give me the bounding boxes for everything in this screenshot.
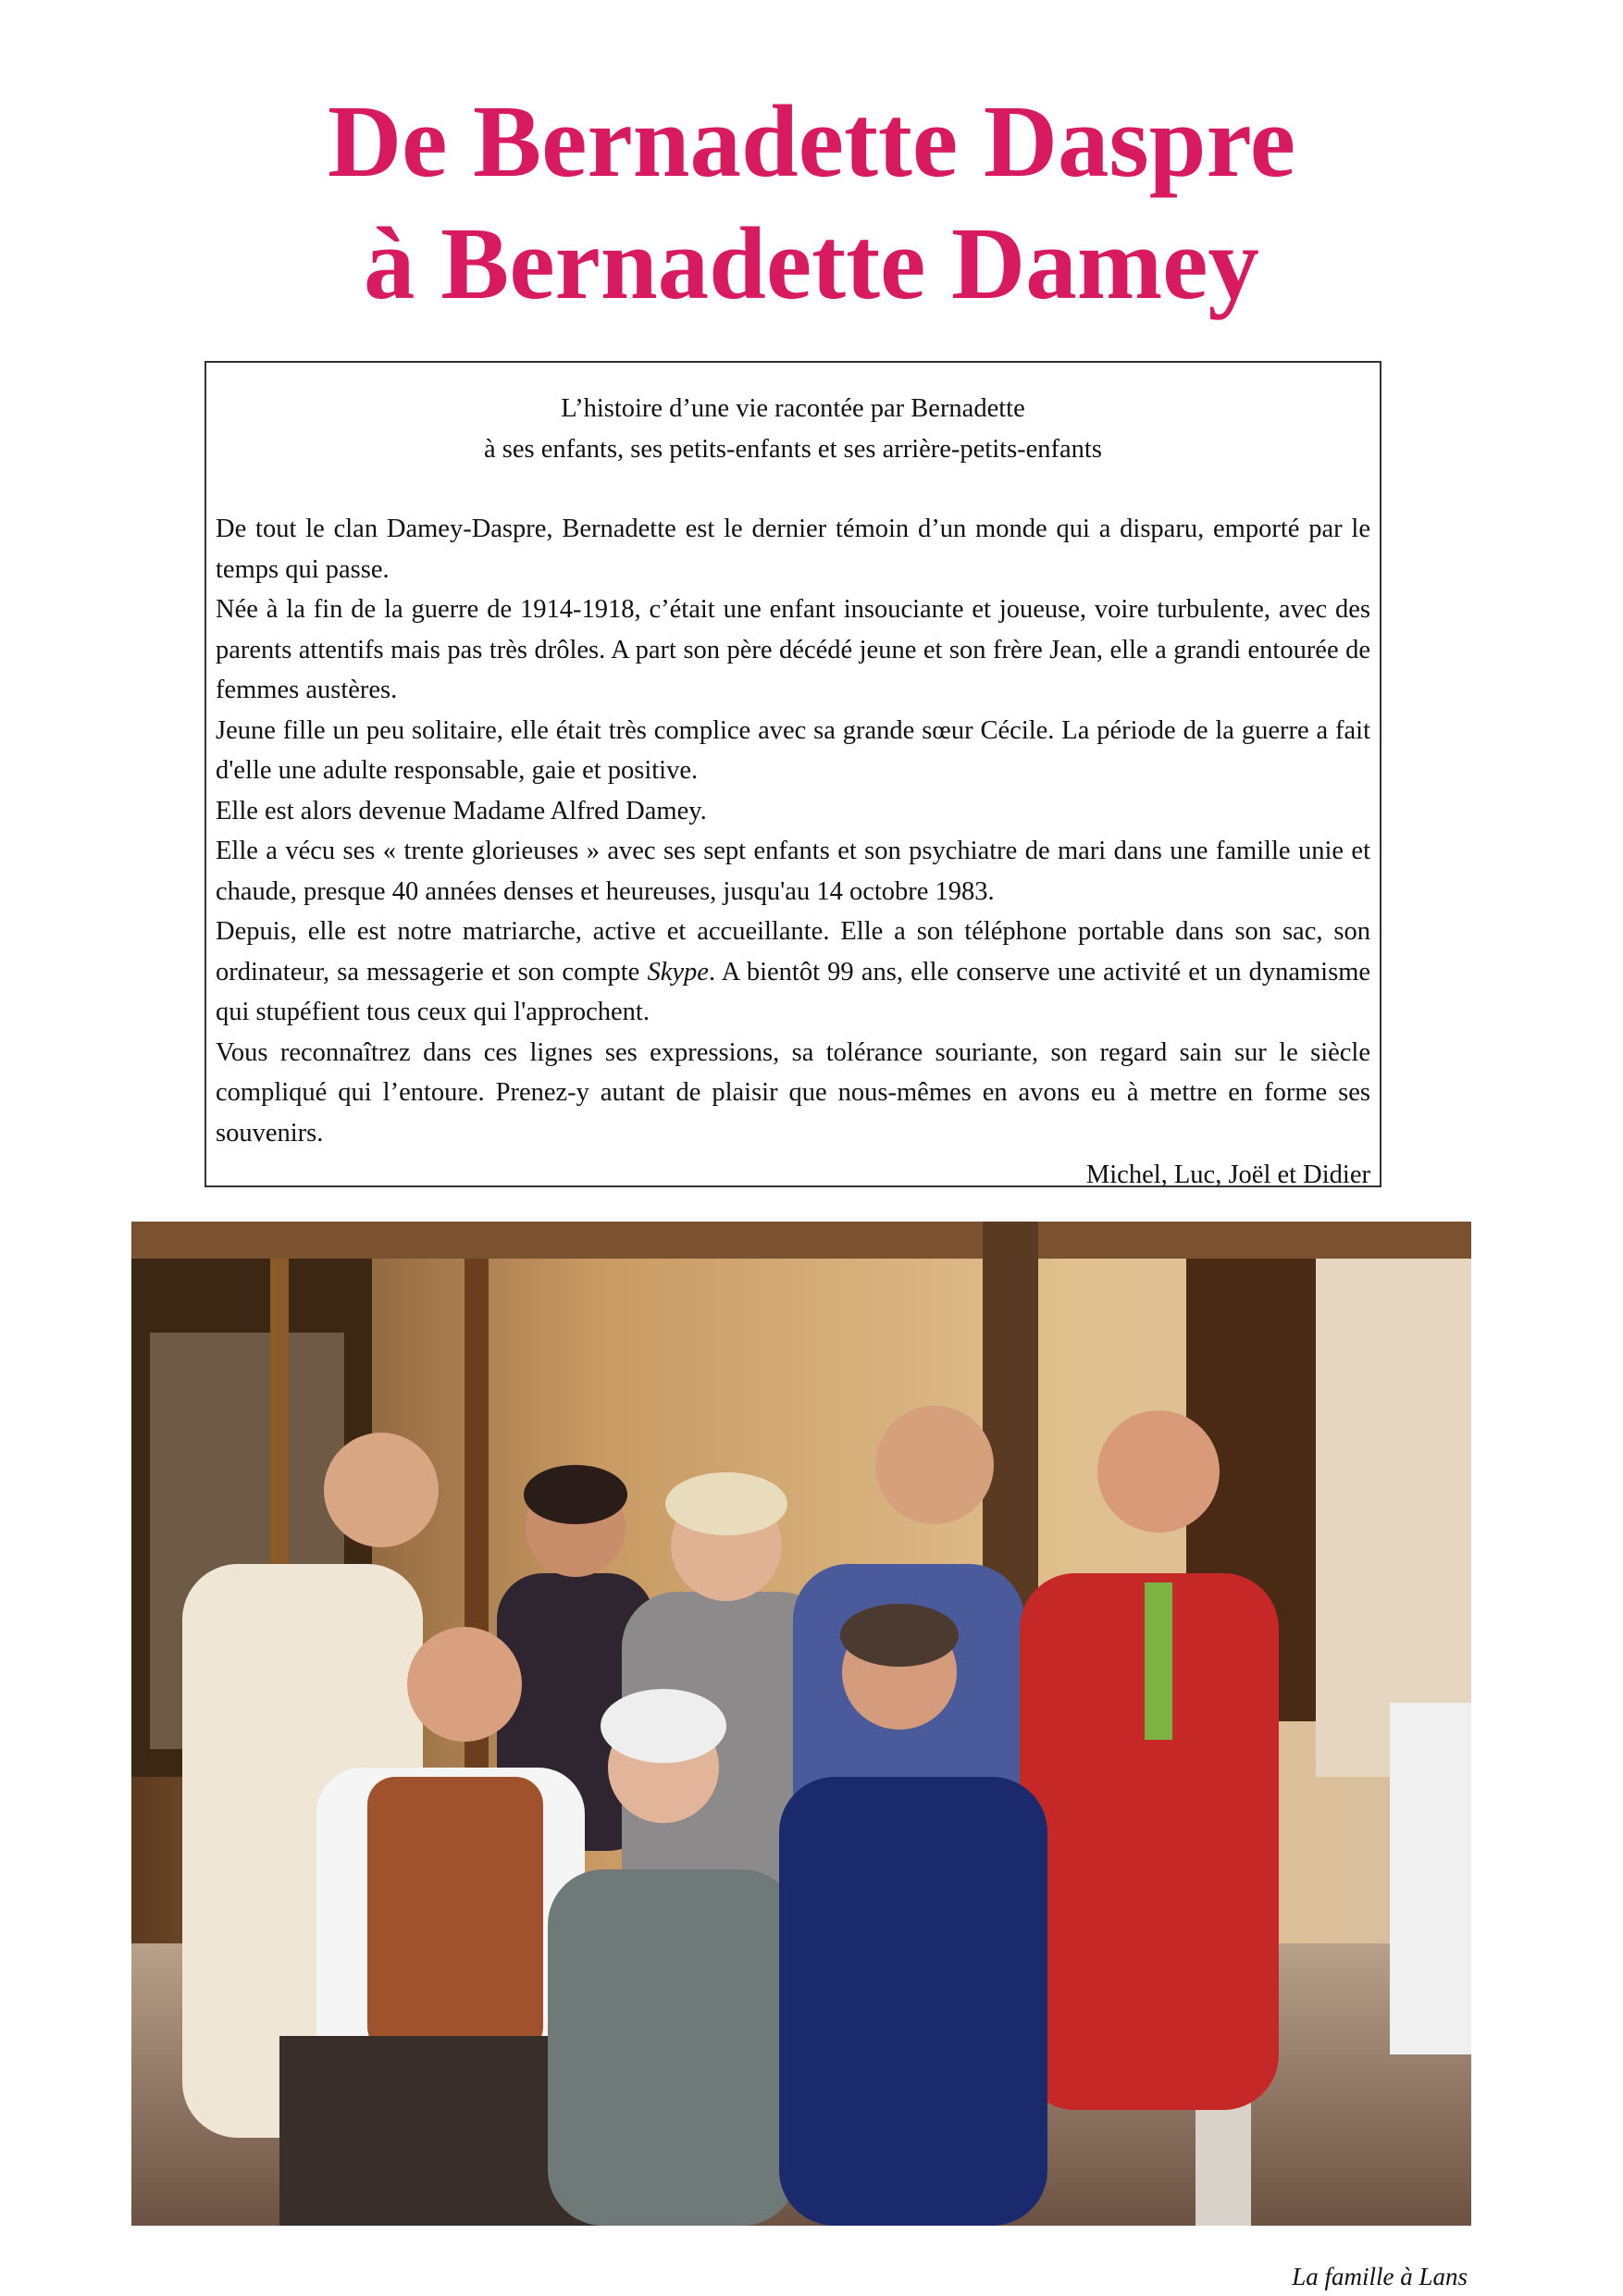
title-line-1: De Bernadette Daspre [327,85,1296,199]
family-photo [131,1222,1471,2226]
signature: Michel, Luc, Joël et Didier [1085,1160,1370,1189]
intro-body [216,509,1370,1153]
photo-caption: La famille à Lans [1292,2263,1468,2290]
page-title [0,81,1623,326]
paragraph-skype [216,912,1370,1033]
intro-subtitle [216,389,1370,469]
title-line-2: à Bernadette Damey [364,207,1259,321]
paragraph: Elle a vécu ses « trente glorieuses » avec ses sept enfants et son psychiatre de mari dans une famille unie et chaude, presque 40 années denses et heureuses, jusqu'au 14 octobre 1983. [216,837,1370,906]
paragraph: Née à la fin de la guerre de 1914-1918, c’était une enfant insouciante et joueuse, voire turbulente, avec des parents attentifs mais pas très drôles. A part son père décédé jeune et son frère Jean, elle a grandi entourée de femmes austères. [216,595,1370,704]
skype-italic: Skype [647,957,709,987]
subtitle-line-1: L’histoire d’une vie racontée par Bernadette [561,394,1025,423]
subtitle-line-2: à ses enfants, ses petits-enfants et ses arrière-petits-enfants [484,434,1102,464]
paragraph-text: Depuis, elle est notre matriarche, active et accueillante. Elle a son téléphone portable dans son sac, son ordinateur, sa messagerie et son compte [216,917,1370,987]
paragraph: Jeune fille un peu solitaire, elle était très complice avec sa grande sœur Cécile. La période de la guerre a fait d'elle une adulte responsable, gaie et positive. [216,715,1370,785]
paragraph: Elle est alors devenue Madame Alfred Damey. [216,796,707,825]
intro-box [204,361,1381,1187]
paragraph: Vous reconnaîtrez dans ces lignes ses expressions, sa tolérance souriante, son regard sain sur le siècle compliqué qui l’entoure. Prenez-y autant de plaisir que nous-mêmes en avons eu à mettre en forme ses souvenirs. [216,1037,1370,1148]
paragraph: De tout le clan Damey-Daspre, Bernadette est le dernier témoin d’un monde qui a disparu, emporté par le temps qui passe. [216,515,1370,584]
paragraph-text: . A bientôt 99 ans, elle conserve une activité et un dynamisme qui stupéfient tous ceux qui l'approchent. [216,957,1371,1026]
family-photo-illustration [131,1222,1471,2226]
